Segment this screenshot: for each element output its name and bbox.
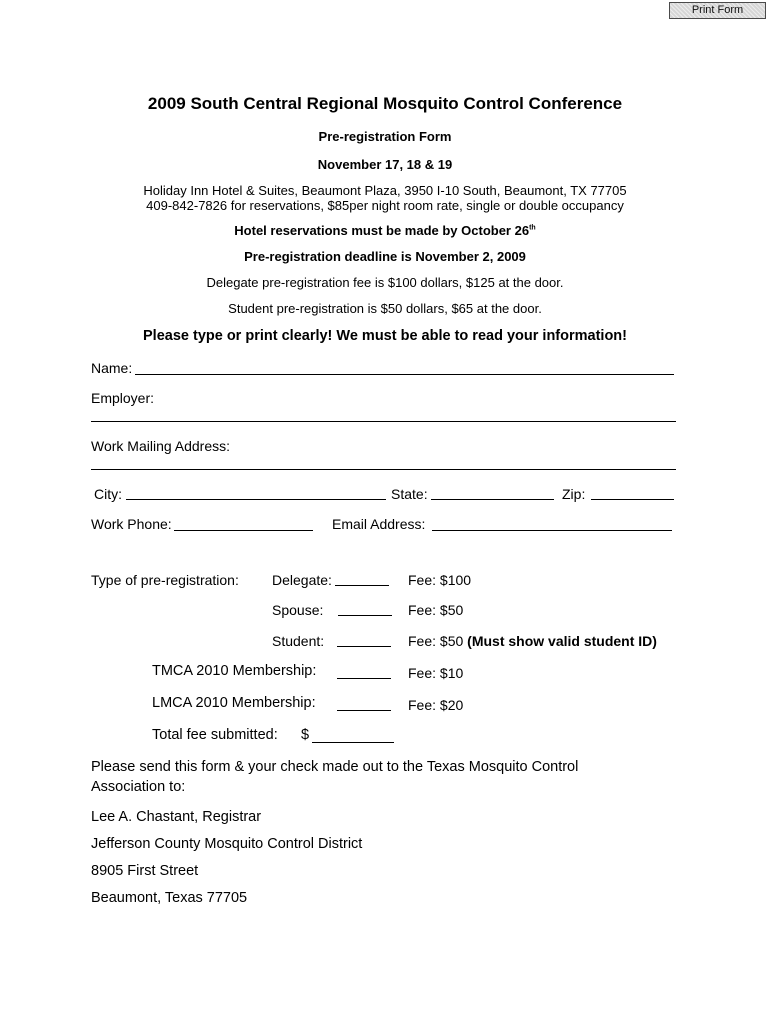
zip-label: Zip: <box>562 486 586 502</box>
registration-type-label: Type of pre-registration: <box>91 572 239 588</box>
employer-field[interactable] <box>91 421 676 422</box>
delegate-label: Delegate: <box>272 572 332 588</box>
phone-field[interactable] <box>174 530 313 531</box>
city-field[interactable] <box>126 499 386 500</box>
student-field[interactable] <box>337 646 391 647</box>
page-title: 2009 South Central Regional Mosquito Control Conference <box>147 94 623 113</box>
student-fee-row <box>408 633 657 649</box>
state-field[interactable] <box>431 499 554 500</box>
delegate-fee-note: Delegate pre-registration fee is $100 dollars, $125 at the door. <box>206 275 564 290</box>
hotel-deadline-text: Hotel reservations must be made by October 26 <box>234 223 530 238</box>
phone-label: Work Phone: <box>91 516 172 532</box>
name-field[interactable] <box>135 374 674 375</box>
hotel-reservation-info: 409-842-7826 for reservations, $85per night room rate, single or double occupancy <box>146 198 624 213</box>
lmca-field[interactable] <box>337 710 391 711</box>
delegate-fee: Fee: $100 <box>408 572 472 588</box>
recipient-city: Beaumont, Texas 77705 <box>91 890 248 906</box>
email-label: Email Address: <box>332 516 426 532</box>
total-fee-label: Total fee submitted: <box>152 727 278 743</box>
mailing-instructions-line2: Association to: <box>91 779 186 795</box>
student-fee: Fee: $50 <box>408 633 464 649</box>
address-label: Work Mailing Address: <box>91 438 231 454</box>
email-field[interactable] <box>432 530 672 531</box>
hotel-address: Holiday Inn Hotel & Suites, Beaumont Plaza, 3950 I-10 South, Beaumont, TX 77705 <box>143 183 627 198</box>
student-fee-note: Student pre-registration is $50 dollars, $65 at the door. <box>228 301 542 316</box>
hotel-deadline-suffix: th <box>529 224 536 232</box>
delegate-field[interactable] <box>335 585 389 586</box>
tmca-fee: Fee: $10 <box>408 665 464 681</box>
form-subtitle: Pre-registration Form <box>318 129 452 144</box>
tmca-field[interactable] <box>337 678 391 679</box>
recipient-organization: Jefferson County Mosquito Control District <box>91 836 363 852</box>
prereg-deadline: Pre-registration deadline is November 2, 2009 <box>244 249 526 264</box>
mailing-instructions-line1: Please send this form & your check made out to the Texas Mosquito Control <box>91 759 579 775</box>
spouse-field[interactable] <box>338 615 392 616</box>
spouse-fee: Fee: $50 <box>408 602 464 618</box>
zip-field[interactable] <box>591 499 674 500</box>
print-form-button[interactable]: Print Form <box>669 2 766 19</box>
employer-label: Employer: <box>91 390 155 406</box>
lmca-label: LMCA 2010 Membership: <box>152 695 316 711</box>
total-currency: $ <box>301 727 310 743</box>
spouse-label: Spouse: <box>272 602 324 618</box>
student-id-note: (Must show valid student ID) <box>467 633 657 649</box>
legibility-notice: Please type or print clearly! We must be able to read your information! <box>143 328 627 344</box>
total-fee-field[interactable] <box>312 742 394 743</box>
name-label: Name: <box>91 360 133 376</box>
recipient-name: Lee A. Chastant, Registrar <box>91 809 262 825</box>
recipient-street: 8905 First Street <box>91 863 199 879</box>
city-label: City: <box>94 486 122 502</box>
tmca-label: TMCA 2010 Membership: <box>152 663 317 679</box>
student-label: Student: <box>272 633 325 649</box>
lmca-fee: Fee: $20 <box>408 697 464 713</box>
conference-dates: November 17, 18 & 19 <box>317 157 453 172</box>
state-label: State: <box>391 486 428 502</box>
hotel-deadline <box>0 223 770 238</box>
address-field[interactable] <box>91 469 676 470</box>
